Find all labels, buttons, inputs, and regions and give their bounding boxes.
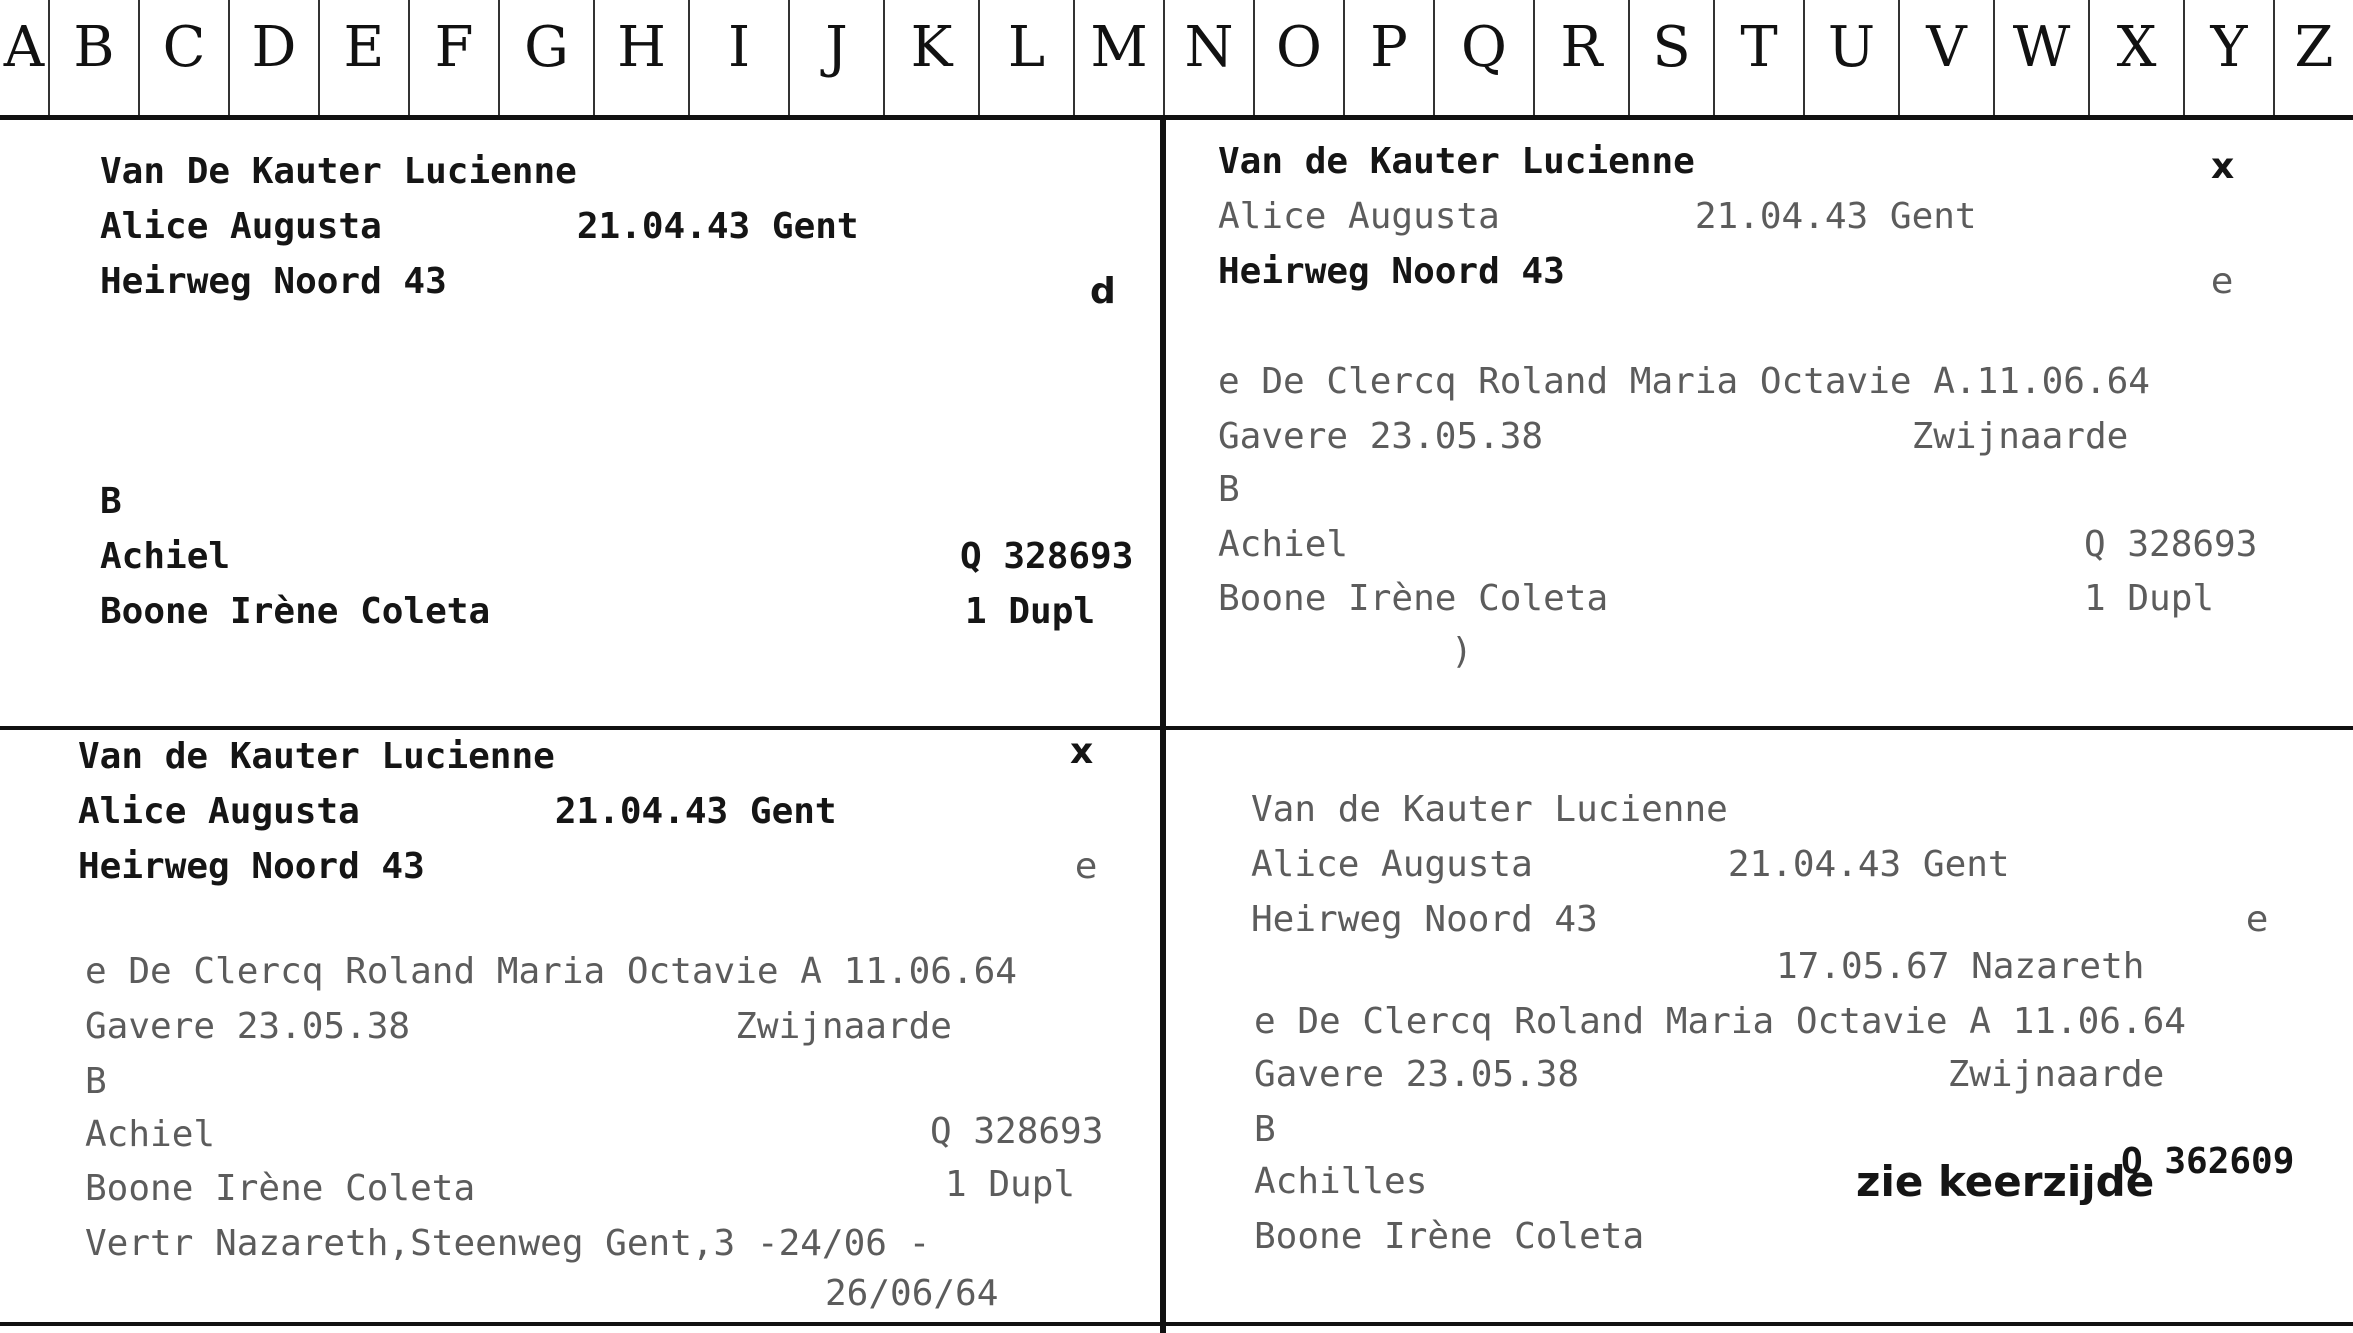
card-birth-line: Alice Augusta 21.04.43 Gent (1218, 196, 1977, 237)
card-mother-name: Boone Irène Coleta (1218, 578, 1609, 619)
card-name-line: Van De Kauter Lucienne (100, 151, 577, 192)
card-name-line: Van de Kauter Lucienne (78, 736, 555, 777)
alpha-letter-d: D (230, 0, 320, 115)
card-top-right (1166, 125, 2353, 725)
alpha-letter-z: Z (2294, 15, 2334, 80)
card-address-line: Heirweg Noord 43 (78, 846, 425, 887)
card-birth-line: Alice Augusta 21.04.43 Gent (78, 791, 837, 832)
card-bracket-mark: ) (1451, 631, 1473, 672)
card-birth-line: Alice Augusta 21.04.43 Gent (1251, 844, 2010, 885)
alpha-letter-n: N (1165, 0, 1255, 115)
card-mother-name: Boone Irène Coleta (100, 591, 491, 632)
card-duplicate-note: 1 Dupl (945, 1164, 1076, 1205)
card-category: B (1254, 1109, 1276, 1150)
card-reference-number: Q 328693 (930, 1111, 1104, 1152)
card-reference-number: Q 328693 (2084, 524, 2258, 565)
card-mark-e: e (2211, 261, 2234, 302)
card-mark: d (1090, 271, 1116, 312)
alpha-letter-c: C (140, 0, 230, 115)
alpha-letter-l: L (980, 0, 1075, 115)
card-category: B (1218, 469, 1240, 510)
card-duplicate-note: 1 Dupl (2084, 578, 2215, 619)
alpha-letter-r: R (1535, 0, 1630, 115)
card-reference-number: Q 362609 (2121, 1141, 2295, 1182)
alpha-letter-e: E (320, 0, 410, 115)
alpha-letter-p: P (1345, 0, 1435, 115)
card-spouse-birth-line: Gavere 23.05.38 Zwijnaarde (1254, 1054, 2165, 1095)
card-residence-change-line: 17.05.67 Nazareth (1776, 946, 2145, 987)
alpha-letter-y: Y (2185, 0, 2275, 115)
alpha-letter-q: Q (1435, 0, 1535, 115)
card-marriage-line: e De Clercq Roland Maria Octavie A 11.06.64 (85, 951, 1017, 992)
alpha-letter-o: O (1255, 0, 1345, 115)
card-departure-line: Vertr Nazareth,Steenweg Gent,3 -24/06 - (85, 1223, 931, 1264)
alpha-letter-b: B (50, 0, 140, 115)
alpha-letter-i: I (690, 0, 790, 115)
card-mark-x: x (1070, 731, 1094, 772)
card-duplicate-note: 1 Dupl (965, 591, 1096, 632)
card-top-left (0, 125, 1160, 725)
card-bottom-left (0, 730, 1160, 1322)
card-name-line: Van de Kauter Lucienne (1251, 789, 1728, 830)
stamp-see-reverse: zie keerzijde (1856, 1157, 2155, 1206)
card-departure-date: 26/06/64 (825, 1273, 999, 1314)
card-address-line: Heirweg Noord 43 (1251, 899, 1598, 940)
card-father-name: Achiel (1218, 524, 1349, 565)
alpha-letter-f: F (410, 0, 500, 115)
card-father-name: Achiel (100, 536, 231, 577)
card-mark-x: x (2211, 146, 2235, 187)
card-mark-e: e (1075, 846, 1098, 887)
card-category: B (100, 481, 122, 522)
alpha-letter-a: A (0, 0, 50, 115)
card-father-name: Achiel (85, 1114, 216, 1155)
alpha-letter-u: U (1805, 0, 1900, 115)
card-spouse-birth-line: Gavere 23.05.38 Zwijnaarde (85, 1006, 952, 1047)
alpha-letter-m: M (1075, 0, 1165, 115)
alpha-letter-h: H (595, 0, 690, 115)
card-marriage-line: e De Clercq Roland Maria Octavie A.11.06.64 (1218, 361, 2150, 402)
alpha-letter-w: W (1995, 0, 2090, 115)
card-name-line: Van de Kauter Lucienne (1218, 141, 1695, 182)
card-mother-name: Boone Irène Coleta (1254, 1216, 1645, 1257)
alpha-letter-x: X (2090, 0, 2185, 115)
bottom-edge (0, 1322, 2353, 1326)
alpha-letter-t: T (1715, 0, 1805, 115)
card-mother-name: Boone Irène Coleta (85, 1168, 476, 1209)
card-mark-e: e (2246, 899, 2269, 940)
card-category: B (85, 1061, 107, 1102)
card-birth-line: Alice Augusta 21.04.43 Gent (100, 206, 859, 247)
alpha-letter-k: K (885, 0, 980, 115)
card-reference-number: Q 328693 (960, 536, 1134, 577)
card-address-line: Heirweg Noord 43 (100, 261, 447, 302)
alpha-letter-g: G (500, 0, 595, 115)
alpha-letter-j: J (790, 0, 885, 115)
alpha-letter-v: V (1900, 0, 1995, 115)
alpha-letter-s: S (1630, 0, 1715, 115)
card-father-name: Achilles (1254, 1161, 1428, 1202)
card-marriage-line: e De Clercq Roland Maria Octavie A 11.06.64 (1254, 1001, 2186, 1042)
card-bottom-right (1166, 730, 2353, 1322)
card-spouse-birth-line: Gavere 23.05.38 Zwijnaarde (1218, 416, 2129, 457)
card-address-line: Heirweg Noord 43 (1218, 251, 1565, 292)
alphabet-index-row (0, 0, 2353, 120)
